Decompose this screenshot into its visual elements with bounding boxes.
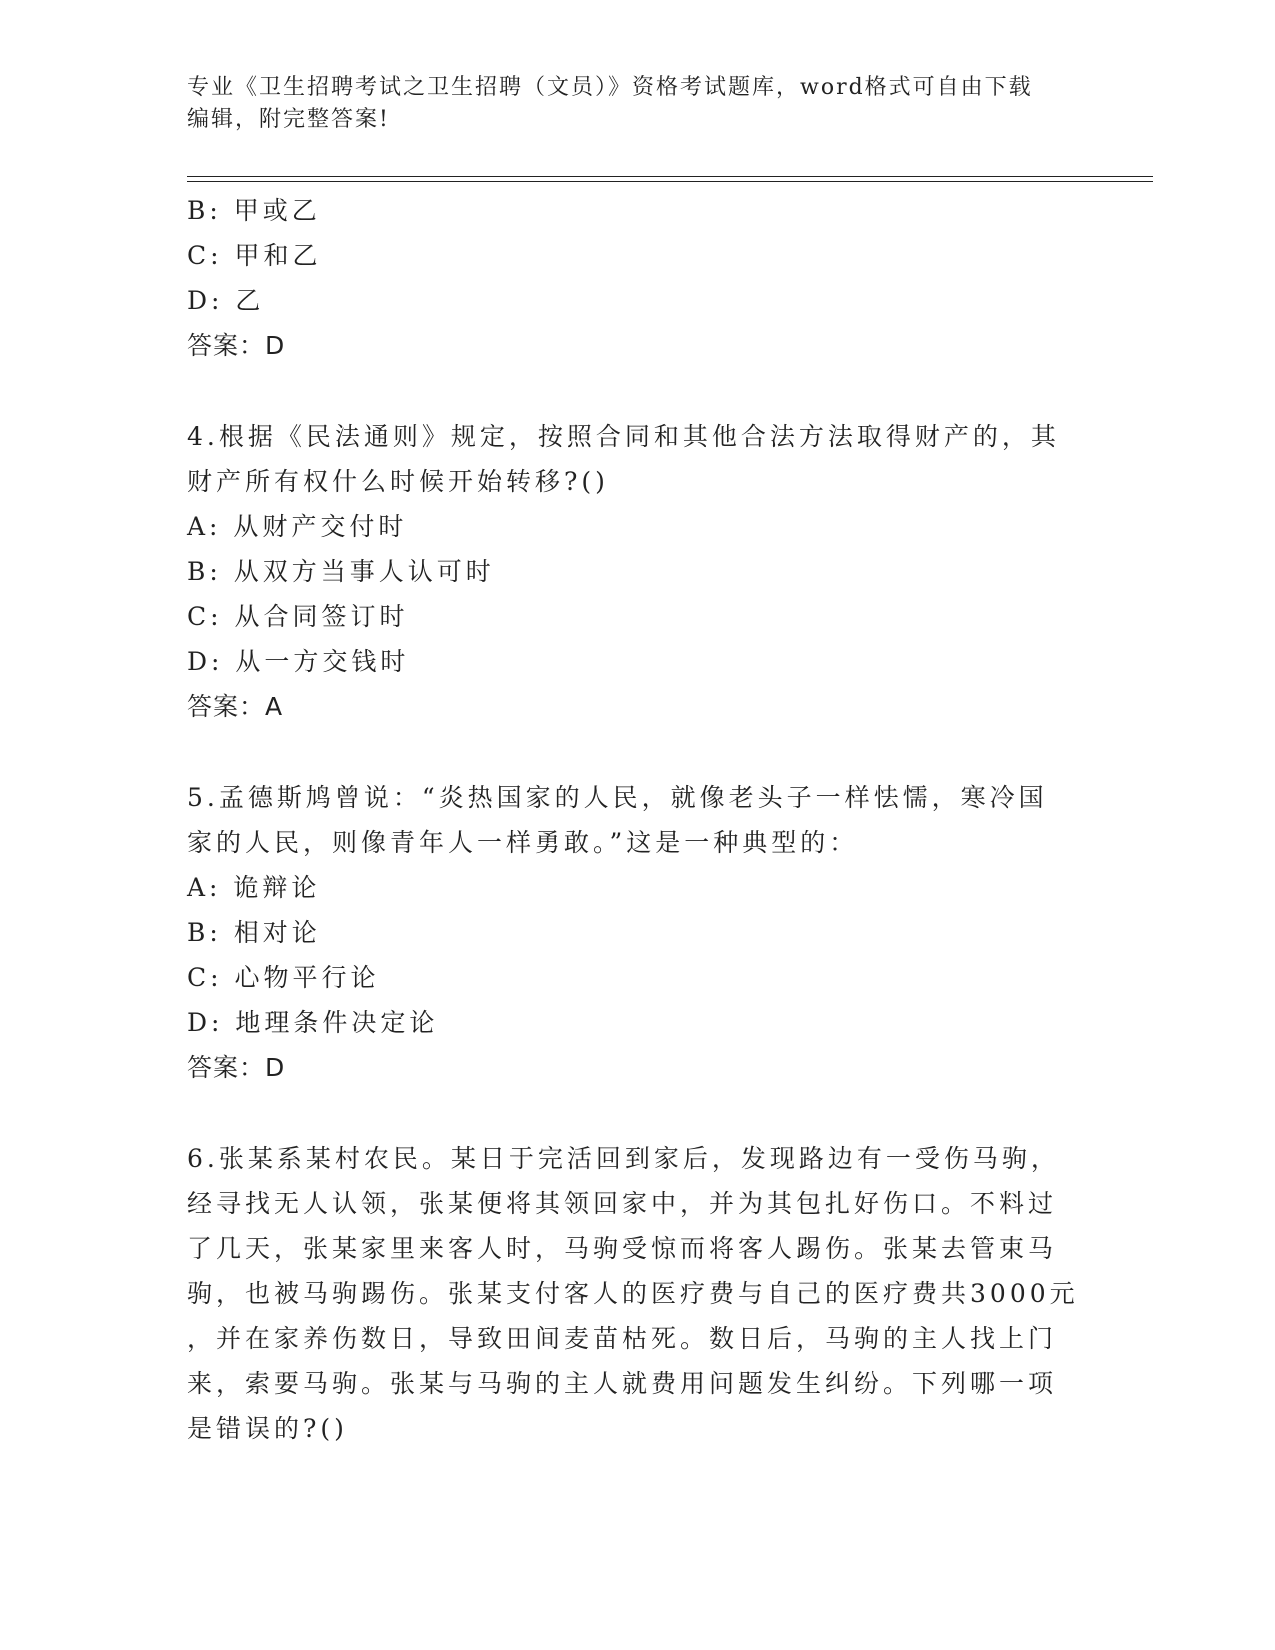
question-4 — [187, 414, 1067, 729]
question-3 — [187, 188, 1067, 368]
question-text-line: 5.孟德斯鸠曾说：“炎热国家的人民，就像老头子一样怯懦，寒冷国 — [187, 783, 1048, 812]
answer: 答案：D — [187, 331, 286, 360]
option-c: C: 甲和乙 — [187, 241, 322, 270]
answer: 答案：D — [187, 1053, 286, 1082]
header-rule-top — [187, 176, 1153, 177]
question-6 — [187, 1136, 1079, 1451]
option-b: B: 从双方当事人认可时 — [187, 557, 495, 586]
option-b: B: 甲或乙 — [187, 196, 321, 225]
question-text-line: ，并在家养伤数日，导致田间麦苗枯死。数日后，马驹的主人找上门 — [187, 1324, 1058, 1353]
question-text-line: 4.根据《民法通则》规定，按照合同和其他合法方法取得财产的，其 — [187, 422, 1060, 451]
question-text-line: 驹，也被马驹踢伤。张某支付客人的医疗费与自己的医疗费共3000元 — [187, 1279, 1079, 1308]
question-text-line: 财产所有权什么时候开始转移?() — [187, 467, 609, 496]
question-text-line: 6.张某系某村农民。某日于完活回到家后，发现路边有一受伤马驹， — [187, 1144, 1060, 1173]
option-b: B: 相对论 — [187, 918, 321, 947]
option-c: C: 从合同签订时 — [187, 602, 409, 631]
header-line-1: 专业《卫生招聘考试之卫生招聘（文员）》资格考试题库，word格式可自由下载 — [187, 75, 1033, 100]
option-d: D: 地理条件决定论 — [187, 1008, 439, 1037]
header-line-2: 编辑，附完整答案! — [187, 107, 390, 132]
question-text-line: 来，索要马驹。张某与马驹的主人就费用问题发生纠纷。下列哪一项 — [187, 1369, 1058, 1398]
question-content — [187, 188, 1079, 1451]
question-text-line: 家的人民，则像青年人一样勇敢。”这是一种典型的： — [187, 828, 859, 857]
question-text-line: 经寻找无人认领，张某便将其领回家中，并为其包扎好伤口。不料过 — [187, 1189, 1058, 1218]
question-text-line: 了几天，张某家里来客人时，马驹受惊而将客人踢伤。张某去管束马 — [187, 1234, 1058, 1263]
option-d: D: 从一方交钱时 — [187, 647, 410, 676]
page-header — [187, 72, 1087, 136]
option-d: D: 乙 — [187, 286, 265, 315]
question-5 — [187, 775, 1067, 1090]
option-a: A: 从财产交付时 — [187, 512, 408, 541]
question-text-line: 是错误的?() — [187, 1414, 348, 1443]
option-c: C: 心物平行论 — [187, 963, 380, 992]
option-a: A: 诡辩论 — [187, 873, 321, 902]
answer: 答案：A — [187, 692, 284, 721]
header-rule-bottom — [187, 181, 1153, 182]
